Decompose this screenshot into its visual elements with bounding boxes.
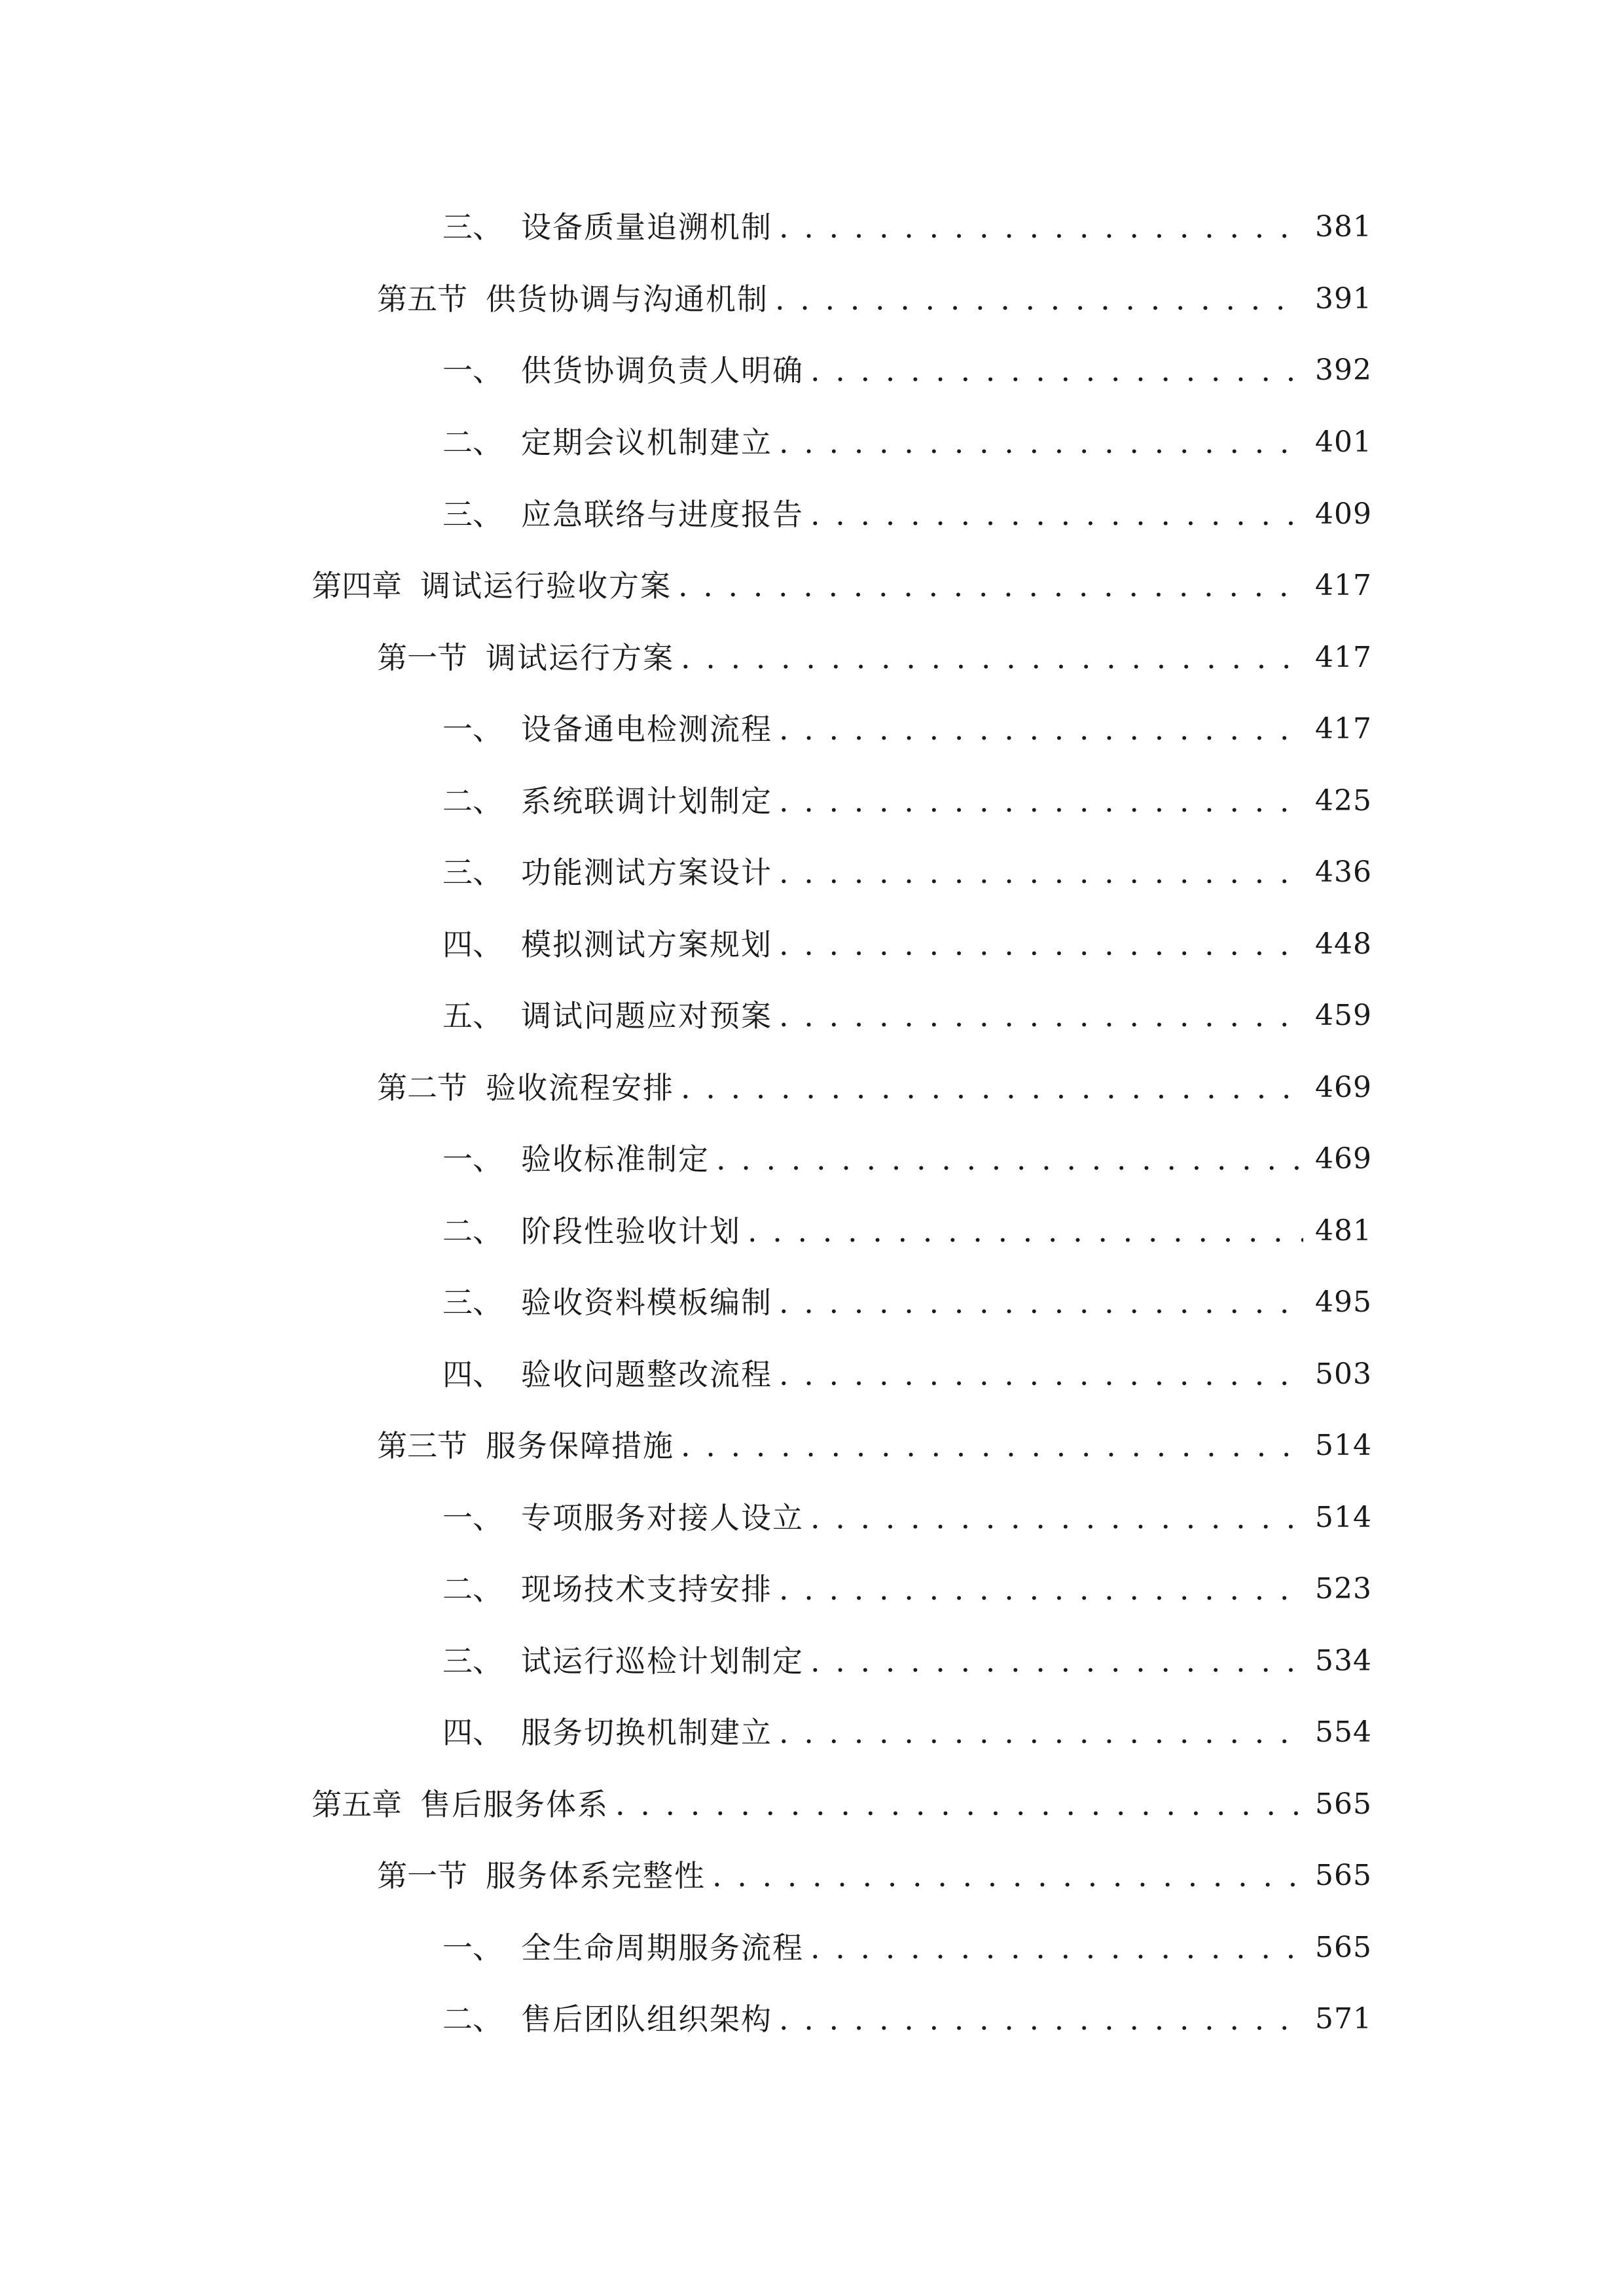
toc-entry[interactable]	[442, 990, 1372, 1042]
dot-leader	[779, 1348, 1303, 1401]
toc-entry-title: 试运行巡检计划制定	[521, 1643, 804, 1679]
dot-leader	[779, 918, 1303, 971]
toc-entry-title: 全生命周期服务流程	[521, 1930, 804, 1965]
dot-leader	[779, 1563, 1303, 1615]
toc-entry-page: 495	[1315, 1285, 1372, 1319]
toc-entry-page: 534	[1315, 1644, 1372, 1677]
toc-entry-number: 三、	[442, 1643, 503, 1679]
toc-entry[interactable]	[442, 1922, 1372, 1974]
toc-entry-page: 523	[1315, 1572, 1372, 1605]
toc-entry-page: 401	[1315, 425, 1372, 459]
toc-entry-page: 514	[1315, 1429, 1372, 1462]
dot-leader	[681, 1420, 1303, 1472]
toc-entry-title: 调试问题应对预案	[521, 998, 772, 1033]
dot-leader	[779, 1993, 1303, 2045]
toc-entry-page: 425	[1315, 784, 1372, 817]
toc-entry-title: 设备质量追溯机制	[521, 209, 772, 245]
toc-entry-title: 供货协调负责人明确	[521, 353, 804, 388]
toc-entry-page: 409	[1315, 497, 1372, 531]
toc-entry[interactable]	[442, 1993, 1372, 2045]
dot-leader	[748, 1205, 1303, 1257]
toc-entry[interactable]	[312, 560, 1372, 612]
toc-entry-number: 二、	[442, 2001, 503, 2037]
toc-entry[interactable]	[442, 1706, 1372, 1759]
toc-entry-page: 448	[1315, 927, 1372, 961]
toc-entry-title: 供货协调与沟通机制	[486, 281, 768, 317]
toc-entry-title: 验收问题整改流程	[521, 1357, 772, 1392]
toc-entry-page: 554	[1315, 1715, 1372, 1749]
toc-entry-title: 现场技术支持安排	[521, 1571, 772, 1607]
toc-entry-title: 专项服务对接人设立	[521, 1500, 804, 1535]
toc-entry-title: 系统联调计划制定	[521, 783, 772, 819]
toc-entry[interactable]	[377, 273, 1372, 325]
toc-entry-number: 第五章	[312, 1787, 402, 1822]
toc-entry-page: 469	[1315, 1071, 1372, 1104]
toc-entry-title: 调试运行方案	[486, 640, 674, 675]
toc-entry-title: 模拟测试方案规划	[521, 927, 772, 962]
toc-entry-title: 阶段性验收计划	[521, 1213, 741, 1249]
dot-leader	[779, 846, 1303, 899]
toc-entry-number: 一、	[442, 1930, 503, 1965]
toc-entry-title: 功能测试方案设计	[521, 855, 772, 890]
toc-entry-page: 565	[1315, 1931, 1372, 1964]
toc-entry-title: 售后团队组织架构	[521, 2001, 772, 2037]
dot-leader	[615, 1778, 1303, 1831]
toc-entry[interactable]	[442, 488, 1372, 541]
toc-entry-title: 定期会议机制建立	[521, 425, 772, 460]
toc-entry-number: 五、	[442, 998, 503, 1033]
dot-leader	[779, 1706, 1303, 1759]
toc-entry[interactable]	[442, 1205, 1372, 1257]
toc-entry-number: 三、	[442, 855, 503, 890]
toc-entry-title: 验收资料模板编制	[521, 1285, 772, 1320]
dot-leader	[681, 1062, 1303, 1114]
toc-entry-number: 四、	[442, 1715, 503, 1750]
toc-entry[interactable]	[442, 1492, 1372, 1544]
toc-entry[interactable]	[442, 201, 1372, 253]
toc-entry-title: 服务切换机制建立	[521, 1715, 772, 1750]
toc-entry-page: 392	[1315, 353, 1372, 387]
dot-leader	[678, 560, 1303, 612]
dot-leader	[810, 1492, 1303, 1544]
toc-entry[interactable]	[442, 1563, 1372, 1615]
dot-leader	[779, 201, 1303, 253]
toc-entry[interactable]	[377, 1062, 1372, 1114]
toc-entry-number: 第三节	[377, 1428, 467, 1463]
toc-entry-page: 514	[1315, 1501, 1372, 1534]
toc-entry-page: 565	[1315, 1787, 1372, 1821]
dot-leader	[810, 1635, 1303, 1687]
dot-leader	[779, 1276, 1303, 1329]
toc-entry[interactable]	[377, 1850, 1372, 1902]
toc-entry-title: 应急联络与进度报告	[521, 497, 804, 532]
toc-entry-title: 验收流程安排	[486, 1070, 674, 1105]
toc-entry-number: 一、	[442, 1141, 503, 1177]
toc-entry-number: 一、	[442, 711, 503, 747]
toc-entry[interactable]	[377, 1420, 1372, 1472]
toc-entry-number: 四、	[442, 1357, 503, 1392]
toc-entry-title: 服务体系完整性	[486, 1858, 706, 1893]
toc-entry-number: 第五节	[377, 281, 467, 317]
dot-leader	[810, 344, 1303, 397]
toc-entry-number: 二、	[442, 425, 503, 460]
toc-entry[interactable]	[442, 1276, 1372, 1329]
toc-entry[interactable]	[442, 846, 1372, 899]
toc-entry-number: 二、	[442, 1213, 503, 1249]
toc-entry-page: 381	[1315, 210, 1372, 243]
toc-entry-number: 二、	[442, 1571, 503, 1607]
toc-entry-title: 调试运行验收方案	[420, 568, 672, 603]
toc-entry-title: 售后服务体系	[420, 1787, 609, 1822]
toc-entry-page: 571	[1315, 2002, 1372, 2036]
toc-entry-number: 一、	[442, 1500, 503, 1535]
toc-entry-number: 一、	[442, 353, 503, 388]
toc-entry-number: 三、	[442, 209, 503, 245]
toc-entry-number: 三、	[442, 497, 503, 532]
toc-entry-number: 四、	[442, 927, 503, 962]
toc-entry[interactable]	[442, 1348, 1372, 1401]
toc-entry-page: 469	[1315, 1142, 1372, 1175]
toc-entry-title: 验收标准制定	[521, 1141, 710, 1177]
dot-leader	[681, 632, 1303, 684]
toc-entry[interactable]	[442, 1133, 1372, 1185]
toc-entry-page: 565	[1315, 1859, 1372, 1892]
toc-entry[interactable]	[377, 632, 1372, 684]
toc-entry[interactable]	[442, 703, 1372, 755]
dot-leader	[779, 416, 1303, 469]
dot-leader	[779, 703, 1303, 755]
toc-entry[interactable]	[442, 416, 1372, 469]
toc-entry-number: 第一节	[377, 1858, 467, 1893]
dot-leader	[779, 775, 1303, 827]
toc-entry[interactable]	[312, 1778, 1372, 1831]
toc-entry-number: 第二节	[377, 1070, 467, 1105]
toc-entry-page: 436	[1315, 855, 1372, 889]
toc-entry[interactable]	[442, 344, 1372, 397]
dot-leader	[810, 488, 1303, 541]
dot-leader	[716, 1133, 1303, 1185]
toc-entry-number: 二、	[442, 783, 503, 819]
toc-entry[interactable]	[442, 775, 1372, 827]
dot-leader	[779, 990, 1303, 1042]
toc-entry-number: 第一节	[377, 640, 467, 675]
toc-entry-page: 481	[1315, 1214, 1372, 1247]
toc-entry-page: 459	[1315, 999, 1372, 1032]
dot-leader	[712, 1850, 1303, 1902]
toc-entry-number: 三、	[442, 1285, 503, 1320]
toc-entry-number: 第四章	[312, 568, 402, 603]
toc-entry-page: 417	[1315, 712, 1372, 745]
toc-entry[interactable]	[442, 1635, 1372, 1687]
toc-entry[interactable]	[442, 918, 1372, 971]
toc-entry-page: 391	[1315, 282, 1372, 315]
toc-entry-page: 417	[1315, 641, 1372, 674]
toc-entry-page: 417	[1315, 569, 1372, 602]
toc-entry-title: 设备通电检测流程	[521, 711, 772, 747]
dot-leader	[775, 273, 1303, 325]
dot-leader	[810, 1922, 1303, 1974]
toc-entry-page: 503	[1315, 1357, 1372, 1391]
toc-entry-title: 服务保障措施	[486, 1428, 674, 1463]
